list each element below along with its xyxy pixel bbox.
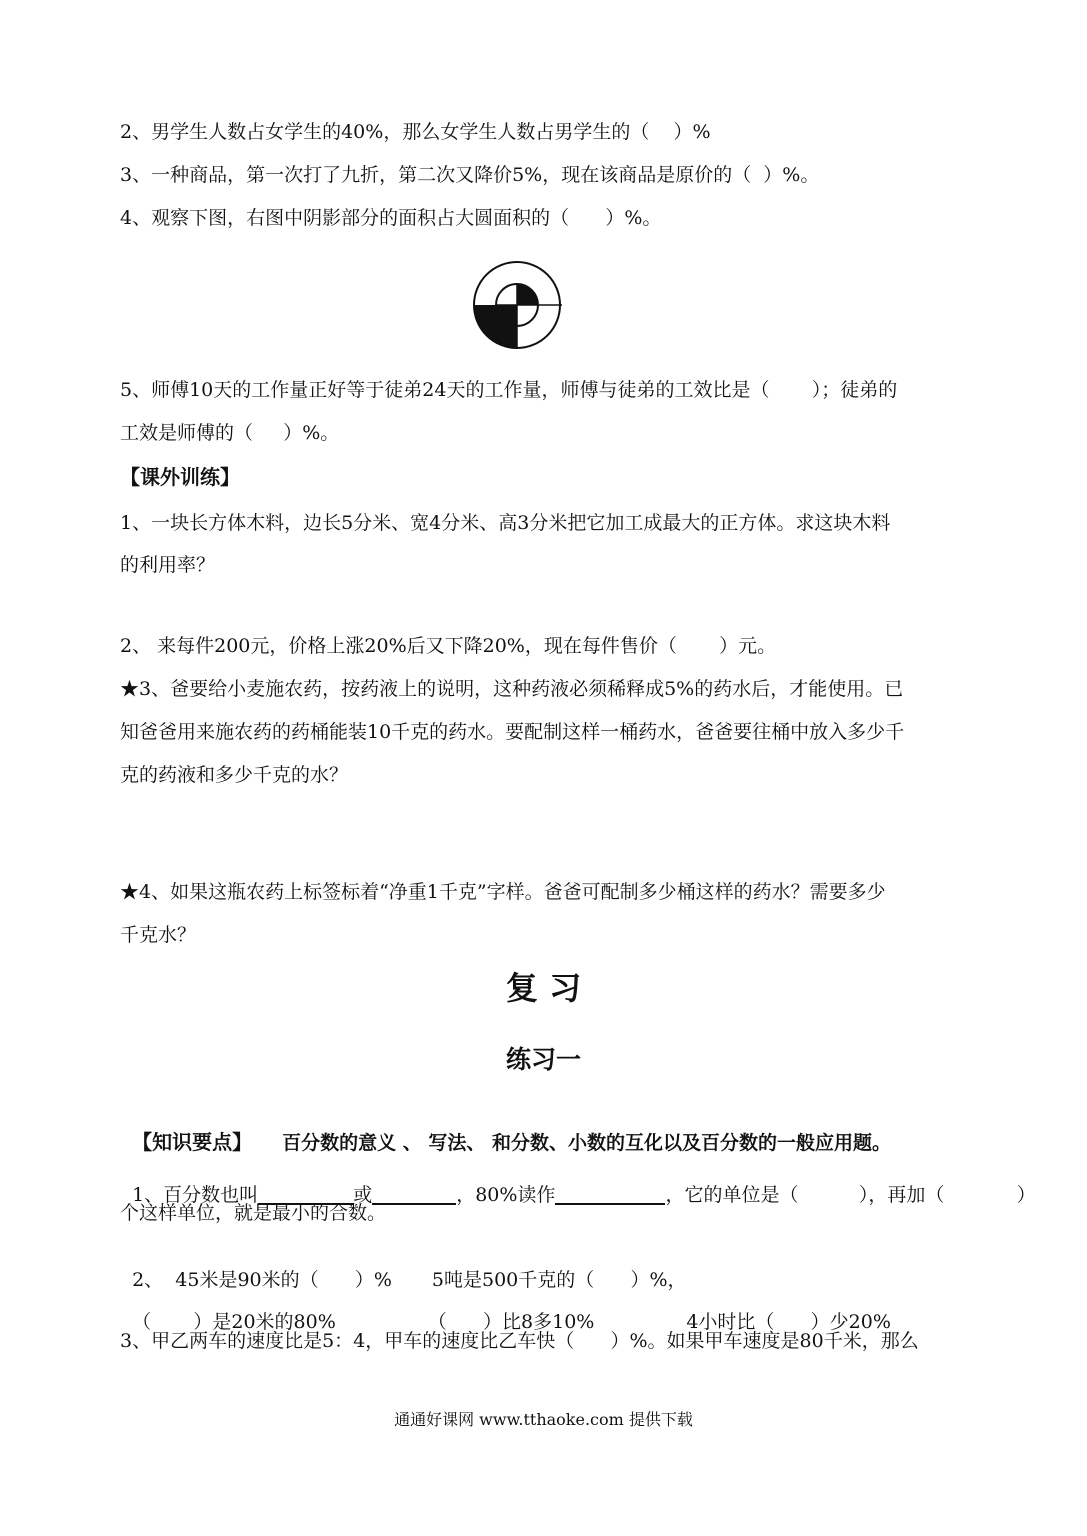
key-points [120,1106,891,1155]
section-extra-training: 【课外训练】 [120,465,240,489]
extra-1-line-1: 1、一块长方体木料，边长5分米、宽4分米、高3分米把它加工成最大的正方体。求这块木料 [120,512,891,534]
review-1-text-c: ，80%读作 [456,1184,556,1206]
question-4: 4、观察下图，右图中阴影部分的面积占大圆面积的（ ）%。 [120,207,662,229]
extra-3-line-3: 克的药液和多少千克的水？ [120,764,349,786]
page-footer: 通通好课网 www.tthaoke.com 提供下载 [394,1410,693,1429]
exercise-1-title: 练习一 [505,1045,581,1074]
question-5-line-1: 5、师傅10天的工作量正好等于徒弟24天的工作量，师傅与徒弟的工效比是（ ）；徒弟的 [120,379,898,401]
question-5-line-2: 工效是师傅的（ ）%。 [120,422,340,444]
answer-blank-3[interactable] [555,1183,665,1205]
review-3: 3、甲乙两车的速度比是5：4，甲车的速度比乙车快（ ）%。如果甲车速度是80千米，那么 [120,1330,919,1352]
extra-3-line-1: ★3、爸要给小麦施农药，按药液上的说明，这种药液必须稀释成5%的药水后，才能使用。已 [120,678,904,700]
review-2-item-d: （ ）比8多10% [427,1311,595,1333]
review-2-item-a: 2、 45米是90米的（ ）% [132,1269,392,1291]
review-1-line-1 [120,1159,1036,1207]
review-2-item-b: 5吨是500千克的（ ）%， [431,1269,687,1291]
review-1-text-a: 1、百分数也叫 [132,1184,259,1206]
extra-4-line-2: 千克水？ [120,924,197,946]
review-2-item-c: （ ）是20米的80% [132,1311,336,1333]
review-2-line-1 [120,1244,687,1292]
circle-diagram [470,261,564,351]
extra-3-line-2: 知爸爸用来施农药的药桶能装10千克的药水。要配制这样一桶药水，爸爸要往桶中放入多少千 [120,721,905,743]
review-title: 复 习 [505,969,582,1007]
review-1-line-2: 个这样单位，就是最小的合数。 [120,1202,387,1224]
question-3: 3、一种商品，第一次打了九折，第二次又降价5%，现在该商品是原价的（ ）%。 [120,164,820,186]
extra-1-line-2: 的利用率？ [120,554,216,576]
review-2-item-e: 4小时比（ ）少20% [686,1311,891,1333]
extra-2: 2、 来每件200元，价格上涨20%后又下降20%，现在每件售价（ ）元。 [120,635,777,657]
question-2: 2、男学生人数占女学生的40%，那么女学生人数占男学生的（ ）% [120,121,711,143]
extra-4-line-1: ★4、如果这瓶农药上标签标着“净重1千克”字样。爸爸可配制多少桶这样的药水？需要多少 [120,881,886,903]
key-points-label: 【知识要点】 [132,1130,253,1154]
key-points-text: 百分数的意义 、 写法、 和分数、小数的互化以及百分数的一般应用题。 [282,1132,891,1154]
review-1-text-d: ，它的单位是（ ），再加（ ） [665,1184,1036,1206]
review-2-line-2 [120,1286,891,1334]
review-1-text-b: 或 [353,1184,373,1206]
